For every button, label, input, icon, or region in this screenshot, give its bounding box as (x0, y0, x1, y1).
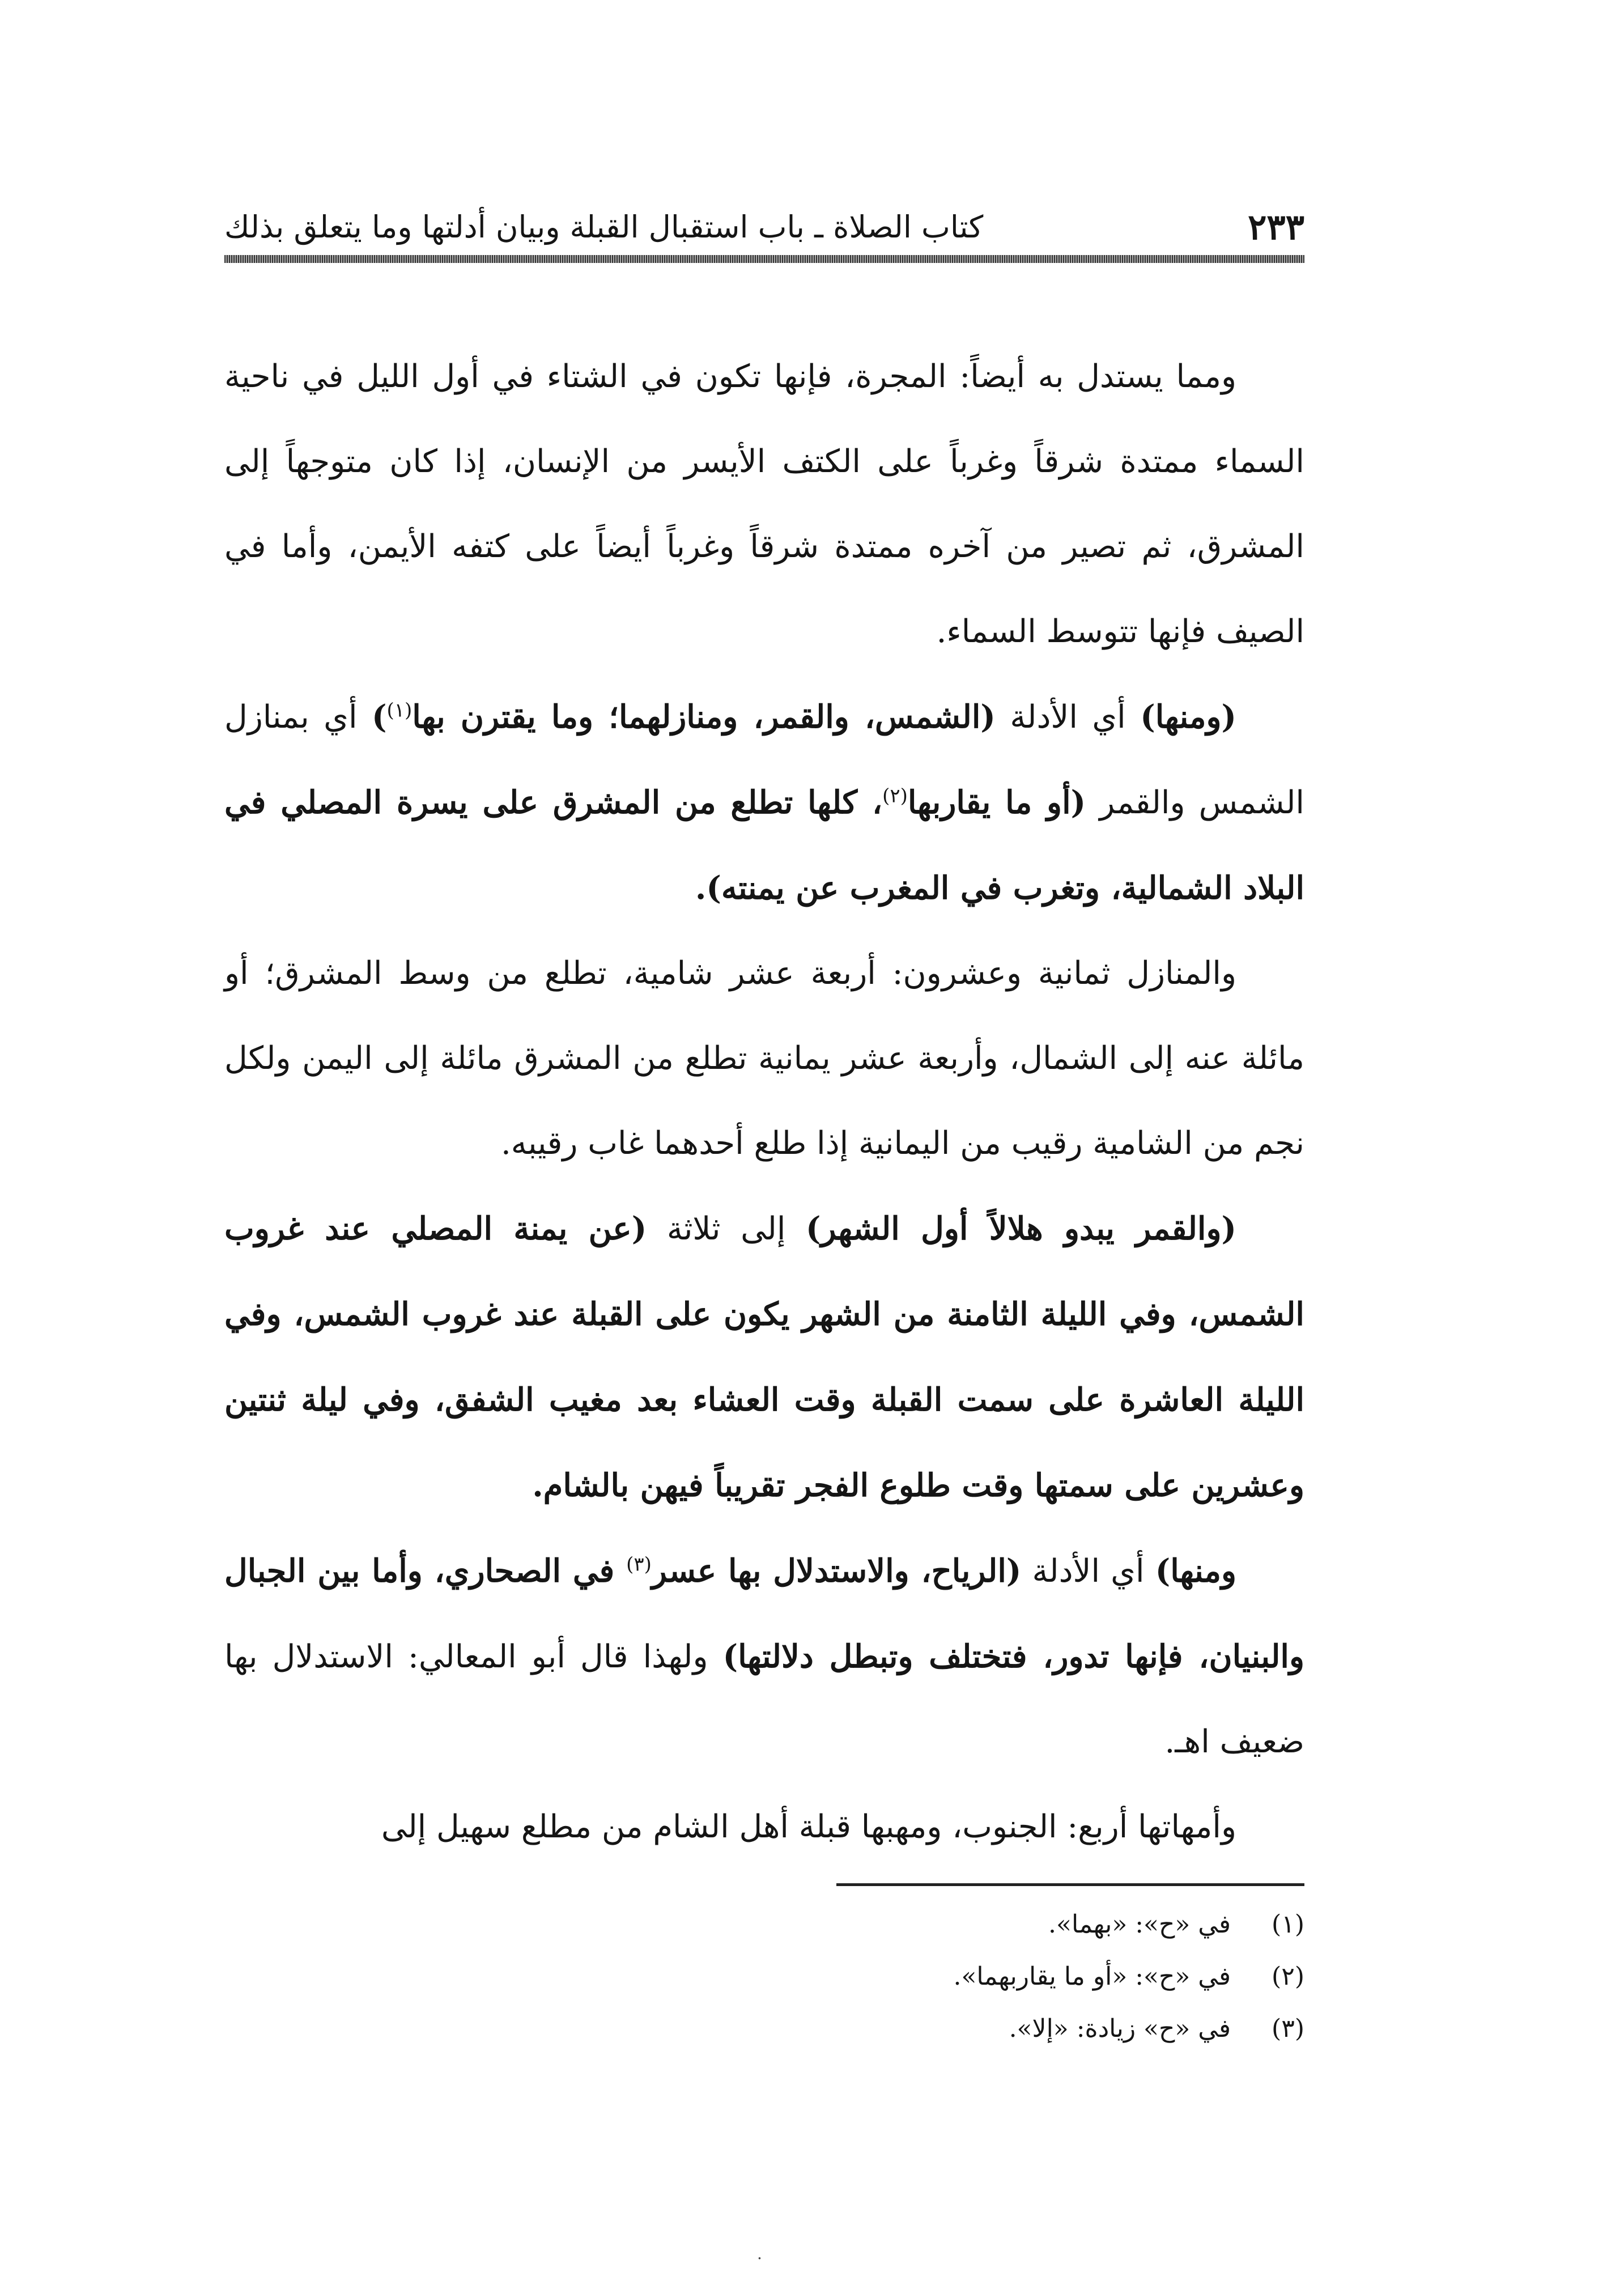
footnote-number: (٣) (1272, 2014, 1304, 2043)
text-bold: ) (371, 698, 387, 736)
paragraph-5 (224, 1528, 1304, 1785)
paragraph-4 (224, 1186, 1304, 1528)
page-number: ٢٣٣ (1248, 206, 1304, 248)
footnotes (224, 1899, 1304, 2055)
paragraph-2 (224, 674, 1304, 931)
paragraph-3: والمنازل ثمانية وعشرون: أربعة عشر شامية، تطلع من وسط المشرق؛ أو مائلة عنه إلى الشمال، وأربعة عشر يمانية تطلع من المشرق مائلة إلى اليمن ولكل نجم من الشامية رقيب من اليمانية إذا طلع أحدهما غاب رقيبه. (224, 955, 1304, 1162)
paragraph-1: ومما يستدل به أيضاً: المجرة، فإنها تكون في الشتاء في أول الليل في ناحية السماء ممتدة شرقاً وغرباً على الكتف الأيسر من الإنسان، إذا كان متوجهاً إلى المشرق، ثم تصير من آخره ممتدة شرقاً وغرباً أيضاً على كتفه الأيمن، وأما في الصيف فإنها تتوسط السماء. (224, 358, 1304, 650)
text-bold: (الرياح، والاستدلال بها عسر (651, 1552, 1022, 1590)
footnote-ref: (٢) (882, 784, 908, 808)
bottom-mark: . (757, 2244, 762, 2263)
footnote-ref: (٣) (626, 1553, 652, 1576)
header-rule (224, 255, 1304, 263)
text-plain: أي بمنازل الشمس والقمر (224, 699, 1304, 821)
footnote (224, 1899, 1304, 1951)
text-bold: (أو ما يقاربها (907, 784, 1086, 821)
text-bold: (عن يمنة المصلي عند غروب الشمس، وفي الليلة الثامنة من الشهر يكون على القبلة عند غروب الشمس، وفي الليلة العاشرة على سمت القبلة وقت العشاء بعد مغيب الشفق، وفي ليلة ثنتين وعشرين على سمتها وقت طلوع الفجر تقريباً فيهن بالشام. (224, 1210, 1305, 1504)
running-header (224, 198, 1304, 257)
text-bold: في الصحاري، وأما بين الجبال والبنيان، فإنها تدور، فتختلف وتبطل دلالتها) (224, 1552, 1304, 1675)
running-title: كتاب الصلاة ـ باب استقبال القبلة وبيان أدلتها وما يتعلق بذلك (224, 209, 984, 245)
text-plain: إلى ثلاثة (647, 1211, 806, 1247)
text-bold: (الشمس، والقمر، ومنازلهما؛ وما يقترن بها (412, 698, 996, 736)
footnote (224, 1951, 1304, 2003)
footnote-text: في «ح» زيادة: «إلا». (1009, 2014, 1231, 2043)
text-plain: ولهذا قال أبو المعالي: الاستدلال بها ضعيف اهـ. (224, 1638, 1304, 1760)
footnote-number: (٢) (1272, 1962, 1304, 1991)
paragraph-6: وأمهاتها أربع: الجنوب، ومهبها قبلة أهل الشام من مطلع سهيل إلى (381, 1808, 1236, 1845)
footnote-separator (836, 1883, 1304, 1886)
footnote-ref: (١) (386, 699, 413, 722)
text-bold: (ومنها) (1140, 698, 1237, 736)
footnote-text: في «ح»: «أو ما يقاربهما». (953, 1962, 1231, 1991)
text-bold: (والقمر يبدو هلالاً أول الشهر) (806, 1210, 1236, 1247)
footnote-text: في «ح»: «بهما». (1048, 1910, 1231, 1939)
text-plain: أي الأدلة (1021, 1553, 1155, 1590)
text-plain: أي الأدلة (995, 699, 1141, 736)
text-bold: ومنها) (1155, 1552, 1237, 1590)
main-text (224, 334, 1304, 1870)
text-bold: ، كلها تطلع من المشرق على يسرة المصلي في البلاد الشمالية، وتغرب في المغرب عن يمنته). (224, 784, 1304, 907)
footnote-number: (١) (1272, 1910, 1304, 1939)
footnote (224, 2003, 1304, 2055)
